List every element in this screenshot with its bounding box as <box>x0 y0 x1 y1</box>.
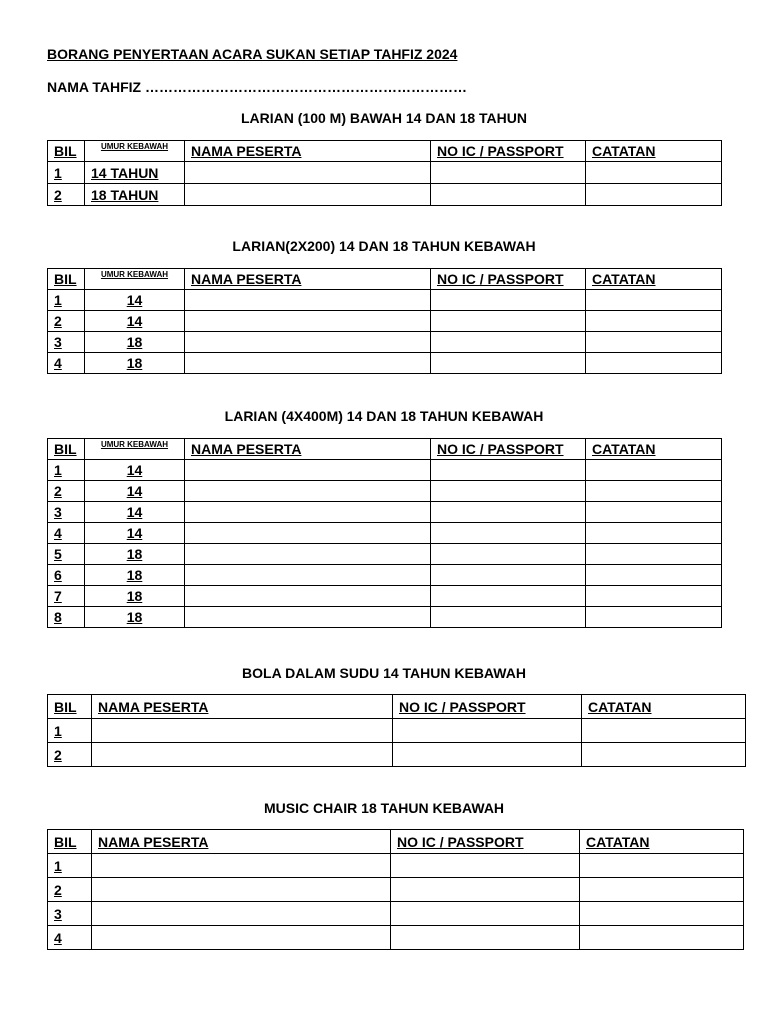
table-row <box>48 332 722 353</box>
header-catatan: CATATAN <box>586 439 722 460</box>
nama-peserta-cell[interactable] <box>92 926 391 950</box>
nama-peserta-cell[interactable] <box>185 607 431 628</box>
catatan-cell[interactable] <box>586 481 722 502</box>
row-umur: 18 <box>85 332 185 353</box>
catatan-cell[interactable] <box>586 162 722 184</box>
table-header-row <box>48 141 722 162</box>
header-bil: BIL <box>48 439 85 460</box>
row-bil: 1 <box>48 854 92 878</box>
catatan-cell[interactable] <box>586 311 722 332</box>
catatan-cell[interactable] <box>586 586 722 607</box>
row-bil: 4 <box>48 523 85 544</box>
nama-peserta-cell[interactable] <box>185 586 431 607</box>
header-nama-peserta: NAMA PESERTA <box>92 695 393 719</box>
header-nama-peserta: NAMA PESERTA <box>92 830 391 854</box>
no-ic-cell[interactable] <box>391 926 580 950</box>
header-bil: BIL <box>48 141 85 162</box>
catatan-cell[interactable] <box>586 353 722 374</box>
table-row <box>48 719 746 743</box>
section-heading-bola-dalam-sudu: BOLA DALAM SUDU 14 TAHUN KEBAWAH <box>242 665 526 681</box>
table-header-row <box>48 695 746 719</box>
catatan-cell[interactable] <box>586 184 722 206</box>
header-umur: UMUR KEBAWAH <box>85 141 185 162</box>
table-row <box>48 902 744 926</box>
header-catatan: CATATAN <box>586 141 722 162</box>
nama-peserta-cell[interactable] <box>92 743 393 767</box>
row-bil: 8 <box>48 607 85 628</box>
row-bil: 5 <box>48 544 85 565</box>
header-nama-peserta: NAMA PESERTA <box>185 269 431 290</box>
no-ic-cell[interactable] <box>431 184 586 206</box>
nama-peserta-cell[interactable] <box>185 460 431 481</box>
nama-peserta-cell[interactable] <box>185 311 431 332</box>
no-ic-cell[interactable] <box>431 460 586 481</box>
row-bil: 4 <box>48 926 92 950</box>
no-ic-cell[interactable] <box>431 311 586 332</box>
nama-peserta-cell[interactable] <box>185 502 431 523</box>
nama-peserta-cell[interactable] <box>92 878 391 902</box>
table-row <box>48 854 744 878</box>
header-no-ic: NO IC / PASSPORT <box>431 439 586 460</box>
nama-peserta-cell[interactable] <box>92 854 391 878</box>
table-row <box>48 353 722 374</box>
nama-peserta-cell[interactable] <box>185 184 431 206</box>
header-umur: UMUR KEBAWAH <box>85 269 185 290</box>
row-umur: 18 <box>85 565 185 586</box>
catatan-cell[interactable] <box>580 926 744 950</box>
table-music-chair <box>47 829 744 950</box>
no-ic-cell[interactable] <box>391 854 580 878</box>
no-ic-cell[interactable] <box>431 481 586 502</box>
row-umur: 18 <box>85 607 185 628</box>
table-larian-100m <box>47 140 722 206</box>
table-row <box>48 460 722 481</box>
header-no-ic: NO IC / PASSPORT <box>431 269 586 290</box>
catatan-cell[interactable] <box>586 607 722 628</box>
no-ic-cell[interactable] <box>431 353 586 374</box>
header-no-ic: NO IC / PASSPORT <box>431 141 586 162</box>
table-row <box>48 523 722 544</box>
header-umur: UMUR KEBAWAH <box>85 439 185 460</box>
no-ic-cell[interactable] <box>431 544 586 565</box>
catatan-cell[interactable] <box>582 719 746 743</box>
nama-tahfiz-line: NAMA TAHFIZ …………………………………………………………… <box>47 79 467 95</box>
table-row <box>48 481 722 502</box>
nama-peserta-cell[interactable] <box>185 162 431 184</box>
header-bil: BIL <box>48 830 92 854</box>
table-header-row <box>48 830 744 854</box>
table-row <box>48 184 722 206</box>
table-row <box>48 544 722 565</box>
catatan-cell[interactable] <box>580 878 744 902</box>
nama-peserta-cell[interactable] <box>185 565 431 586</box>
row-bil: 2 <box>48 878 92 902</box>
row-umur: 14 <box>85 311 185 332</box>
row-umur: 14 <box>85 481 185 502</box>
row-bil: 6 <box>48 565 85 586</box>
section-heading-music-chair: MUSIC CHAIR 18 TAHUN KEBAWAH <box>263 800 505 816</box>
catatan-cell[interactable] <box>586 332 722 353</box>
table-row <box>48 290 722 311</box>
table-larian-2x200 <box>47 268 722 374</box>
no-ic-cell[interactable] <box>431 523 586 544</box>
header-nama-peserta: NAMA PESERTA <box>185 439 431 460</box>
catatan-cell[interactable] <box>582 743 746 767</box>
table-row <box>48 607 722 628</box>
row-umur: 14 TAHUN <box>85 162 185 184</box>
no-ic-cell[interactable] <box>391 902 580 926</box>
form-title: BORANG PENYERTAAN ACARA SUKAN SETIAP TAHFIZ 2024 <box>47 46 458 62</box>
catatan-cell[interactable] <box>586 565 722 586</box>
row-umur: 14 <box>85 460 185 481</box>
row-umur: 14 <box>85 290 185 311</box>
no-ic-cell[interactable] <box>431 502 586 523</box>
no-ic-cell[interactable] <box>393 743 582 767</box>
table-row <box>48 926 744 950</box>
row-bil: 2 <box>48 184 85 206</box>
nama-peserta-cell[interactable] <box>92 719 393 743</box>
header-catatan: CATATAN <box>582 695 746 719</box>
header-no-ic: NO IC / PASSPORT <box>391 830 580 854</box>
row-bil: 1 <box>48 162 85 184</box>
catatan-cell[interactable] <box>586 544 722 565</box>
row-bil: 3 <box>48 902 92 926</box>
no-ic-cell[interactable] <box>431 290 586 311</box>
table-header-row <box>48 439 722 460</box>
catatan-cell[interactable] <box>580 902 744 926</box>
table-row <box>48 162 722 184</box>
row-bil: 2 <box>48 481 85 502</box>
nama-peserta-cell[interactable] <box>185 290 431 311</box>
no-ic-cell[interactable] <box>431 607 586 628</box>
nama-peserta-cell[interactable] <box>92 902 391 926</box>
nama-peserta-cell[interactable] <box>185 544 431 565</box>
nama-peserta-cell[interactable] <box>185 353 431 374</box>
row-bil: 1 <box>48 719 92 743</box>
table-header-row <box>48 269 722 290</box>
section-heading-larian-100m: LARIAN (100 M) BAWAH 14 DAN 18 TAHUN <box>241 110 527 126</box>
table-row <box>48 502 722 523</box>
table-row <box>48 565 722 586</box>
header-catatan: CATATAN <box>580 830 744 854</box>
row-bil: 7 <box>48 586 85 607</box>
row-bil: 2 <box>48 743 92 767</box>
row-bil: 1 <box>48 460 85 481</box>
no-ic-cell[interactable] <box>431 586 586 607</box>
catatan-cell[interactable] <box>586 523 722 544</box>
nama-peserta-cell[interactable] <box>185 523 431 544</box>
row-bil: 3 <box>48 332 85 353</box>
catatan-cell[interactable] <box>586 460 722 481</box>
row-umur: 18 TAHUN <box>85 184 185 206</box>
row-bil: 2 <box>48 311 85 332</box>
table-row <box>48 586 722 607</box>
header-bil: BIL <box>48 695 92 719</box>
no-ic-cell[interactable] <box>431 162 586 184</box>
header-nama-peserta: NAMA PESERTA <box>185 141 431 162</box>
row-bil: 4 <box>48 353 85 374</box>
nama-peserta-cell[interactable] <box>185 332 431 353</box>
table-row <box>48 878 744 902</box>
catatan-cell[interactable] <box>586 290 722 311</box>
no-ic-cell[interactable] <box>393 719 582 743</box>
row-umur: 18 <box>85 353 185 374</box>
row-umur: 14 <box>85 523 185 544</box>
section-heading-larian-2x200: LARIAN(2X200) 14 DAN 18 TAHUN KEBAWAH <box>232 238 536 254</box>
row-umur: 18 <box>85 544 185 565</box>
row-umur: 18 <box>85 586 185 607</box>
table-row <box>48 743 746 767</box>
header-catatan: CATATAN <box>586 269 722 290</box>
no-ic-cell[interactable] <box>391 878 580 902</box>
catatan-cell[interactable] <box>580 854 744 878</box>
row-umur: 14 <box>85 502 185 523</box>
row-bil: 1 <box>48 290 85 311</box>
catatan-cell[interactable] <box>586 502 722 523</box>
nama-peserta-cell[interactable] <box>185 481 431 502</box>
table-larian-4x400m <box>47 438 722 628</box>
header-bil: BIL <box>48 269 85 290</box>
table-bola-dalam-sudu <box>47 694 746 767</box>
no-ic-cell[interactable] <box>431 332 586 353</box>
header-no-ic: NO IC / PASSPORT <box>393 695 582 719</box>
no-ic-cell[interactable] <box>431 565 586 586</box>
row-bil: 3 <box>48 502 85 523</box>
table-row <box>48 311 722 332</box>
section-heading-larian-4x400m: LARIAN (4X400M) 14 DAN 18 TAHUN KEBAWAH <box>224 408 544 424</box>
